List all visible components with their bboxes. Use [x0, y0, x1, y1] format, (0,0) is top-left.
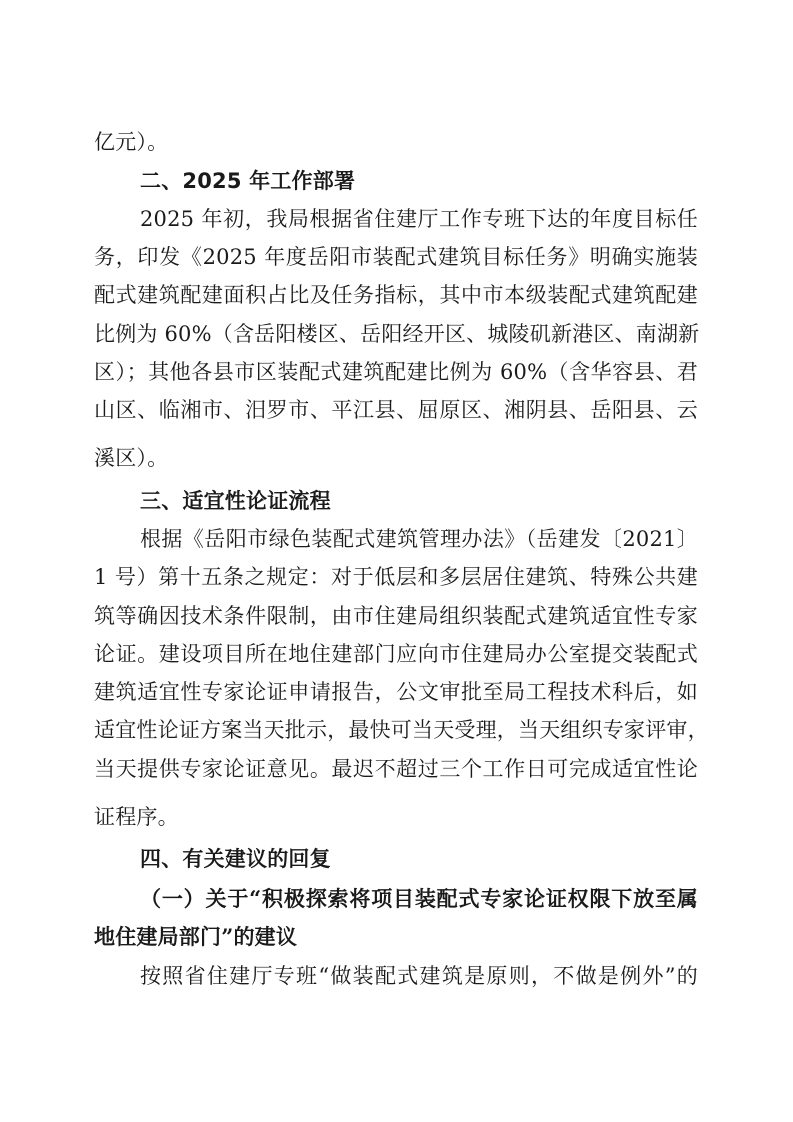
paragraph-line: 比例为 60%（含岳阳楼区、岳阳经开区、城陵矶新港区、南湖新	[94, 322, 700, 346]
section-heading-2025-work-plan: 二、2025 年工作部署	[140, 169, 356, 193]
paragraph-line: 2025 年初，我局根据省住建厅工作专班下达的年度目标任	[140, 207, 698, 231]
paragraph-line: 按照省住建厅专班“做装配式建筑是原则，不做是例外”的	[140, 964, 698, 988]
paragraph-line: 筑等确因技术条件限制，由市住建局组织装配式建筑适宜性专家	[94, 604, 698, 628]
subsection-heading: 地住建局部门”的建议	[94, 924, 298, 949]
paragraph-line: 论证。建设项目所在地住建部门应向市住建局办公室提交装配式	[94, 642, 698, 666]
section-heading-suitability-process: 三、适宜性论证流程	[140, 489, 331, 513]
section-heading-suggestion-reply: 四、有关建议的回复	[140, 847, 331, 871]
paragraph-line: 溪区）。	[94, 446, 169, 470]
subsection-heading: （一）关于“积极探索将项目装配式专家论证权限下放至属	[140, 886, 698, 911]
paragraph-line: 山区、临湘市、汨罗市、平江县、屈原区、湘阴县、岳阳县、云	[94, 398, 698, 422]
paragraph-line: 1 号）第十五条之规定：对于低层和多层居住建筑、特殊公共建	[94, 565, 698, 589]
paragraph-line: 亿元）。	[94, 130, 169, 154]
paragraph-line: 适宜性论证方案当天批示，最快可当天受理，当天组织专家评审，	[94, 718, 709, 742]
paragraph-line: 根据《岳阳市绿色装配式建筑管理办法》（岳建发〔2021〕	[140, 527, 698, 551]
paragraph-line: 建筑适宜性专家论证申请报告，公文审批至局工程技术科后，如	[94, 680, 698, 704]
paragraph-line: 区）；其他各县市区装配式建筑配建比例为 60%（含华容县、君	[94, 360, 698, 384]
paragraph-line: 配式建筑配建面积占比及任务指标，其中市本级装配式建筑配建	[94, 283, 698, 307]
paragraph-line: 证程序。	[94, 805, 179, 829]
paragraph-line: 当天提供专家论证意见。最迟不超过三个工作日可完成适宜性论	[94, 757, 698, 781]
paragraph-line: 务，印发《2025 年度岳阳市装配式建筑目标任务》明确实施装	[94, 245, 698, 269]
